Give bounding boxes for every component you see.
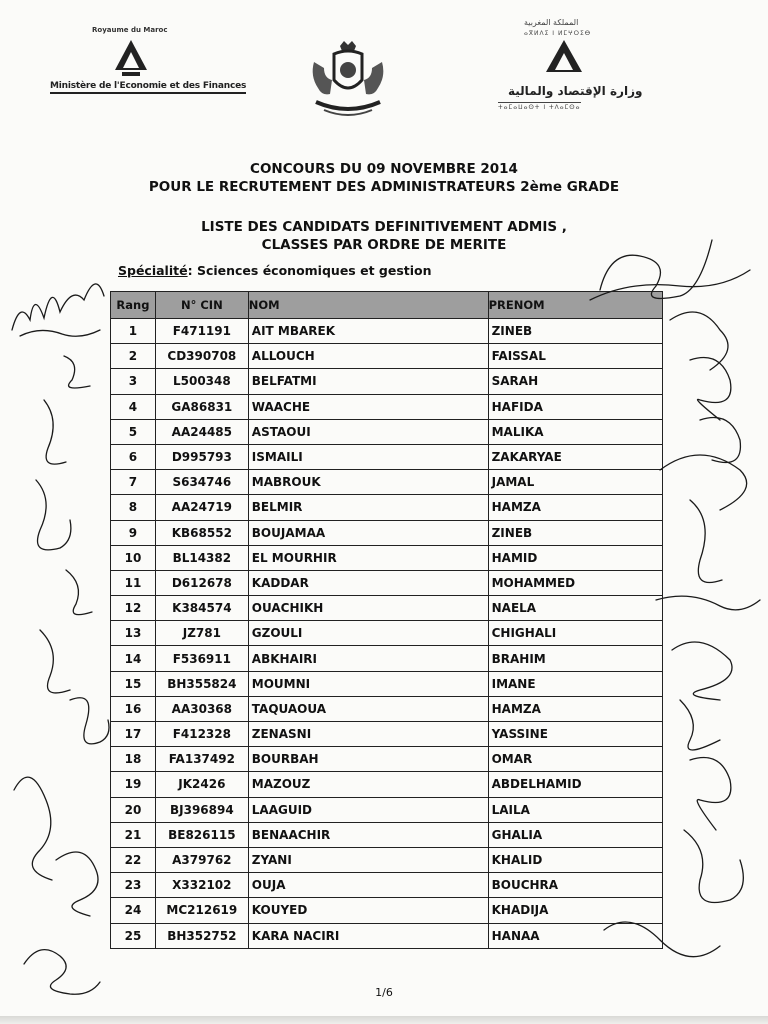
header-nom: NOM	[248, 292, 488, 319]
cell-rang: 3	[111, 369, 156, 394]
header-rang: Rang	[111, 292, 156, 319]
speciality-line	[118, 263, 432, 278]
table-row	[111, 570, 663, 595]
table-row	[111, 369, 663, 394]
cell-prenom: SARAH	[488, 369, 662, 394]
cell-nom: WAACHE	[248, 394, 488, 419]
cell-prenom: HAMZA	[488, 495, 662, 520]
table-row	[111, 344, 663, 369]
table-body	[111, 319, 663, 949]
cell-rang: 4	[111, 394, 156, 419]
cell-rang: 16	[111, 696, 156, 721]
cell-prenom: BOUCHRA	[488, 873, 662, 898]
tifinagh-ministry-name: ⵜⴰⵎⴰⵡⴰⵙⵜ ⵏ ⵜⴷⴰⵎⵙⴰ	[498, 104, 581, 111]
cell-rang: 13	[111, 621, 156, 646]
cell-rang: 8	[111, 495, 156, 520]
cell-cin: AA24485	[155, 419, 248, 444]
cell-cin: AA30368	[155, 696, 248, 721]
cell-prenom: OMAR	[488, 747, 662, 772]
ministry-triangle-icon	[114, 38, 148, 78]
cell-nom: ASTAOUI	[248, 419, 488, 444]
table-row	[111, 873, 663, 898]
signature-stroke	[672, 642, 732, 700]
cell-rang: 17	[111, 722, 156, 747]
cell-cin: X332102	[155, 873, 248, 898]
cell-cin: F536911	[155, 646, 248, 671]
cell-nom: BOUJAMAA	[248, 520, 488, 545]
cell-prenom: ZINEB	[488, 520, 662, 545]
cell-prenom: GHALIA	[488, 822, 662, 847]
cell-rang: 23	[111, 873, 156, 898]
signature-stroke	[660, 455, 747, 510]
signature-stroke	[690, 758, 731, 831]
signature-stroke	[66, 570, 92, 615]
signature-stroke	[44, 400, 66, 464]
speciality-value: : Sciences économiques et gestion	[187, 263, 432, 278]
table-row	[111, 545, 663, 570]
table-row	[111, 898, 663, 923]
cell-prenom: ABDELHAMID	[488, 772, 662, 797]
cell-cin: AA24719	[155, 495, 248, 520]
cell-rang: 22	[111, 847, 156, 872]
signature-stroke	[700, 418, 740, 463]
cell-nom: KARA NACIRI	[248, 923, 488, 948]
cell-prenom: KHALID	[488, 847, 662, 872]
signature-stroke	[56, 852, 98, 916]
cell-rang: 9	[111, 520, 156, 545]
table-row	[111, 722, 663, 747]
cell-prenom: YASSINE	[488, 722, 662, 747]
cell-nom: ABKHAIRI	[248, 646, 488, 671]
cell-nom: LAAGUID	[248, 797, 488, 822]
table-row	[111, 470, 663, 495]
cell-nom: MOUMNI	[248, 671, 488, 696]
cell-cin: D995793	[155, 444, 248, 469]
cell-rang: 11	[111, 570, 156, 595]
cell-cin: BH355824	[155, 671, 248, 696]
cell-prenom: ZAKARYAE	[488, 444, 662, 469]
cell-rang: 2	[111, 344, 156, 369]
table-row	[111, 319, 663, 344]
cell-prenom: HANAA	[488, 923, 662, 948]
cell-rang: 15	[111, 671, 156, 696]
tifinagh-kingdom-label: ⴰⴳⵍⴷⵉ ⵏ ⵍⵎⵖⵔⵉⴱ	[524, 30, 592, 37]
table-row	[111, 444, 663, 469]
signature-stroke	[690, 500, 722, 583]
cell-cin: S634746	[155, 470, 248, 495]
signature-stroke	[14, 777, 52, 880]
cell-nom: TAQUAOUA	[248, 696, 488, 721]
cell-nom: KADDAR	[248, 570, 488, 595]
cell-nom: BOURBAH	[248, 747, 488, 772]
cell-cin: F412328	[155, 722, 248, 747]
title-line-2: POUR LE RECRUTEMENT DES ADMINISTRATEURS 2ème GRADE	[148, 179, 620, 195]
table-row	[111, 772, 663, 797]
cell-nom: BELFATMI	[248, 369, 488, 394]
cell-cin: JK2426	[155, 772, 248, 797]
cell-cin: BE826115	[155, 822, 248, 847]
cell-rang: 20	[111, 797, 156, 822]
cell-prenom: CHIGHALI	[488, 621, 662, 646]
cell-rang: 6	[111, 444, 156, 469]
cell-rang: 7	[111, 470, 156, 495]
cell-nom: KOUYED	[248, 898, 488, 923]
signature-stroke	[690, 358, 731, 421]
cell-cin: BL14382	[155, 545, 248, 570]
table-row	[111, 596, 663, 621]
cell-prenom: MALIKA	[488, 419, 662, 444]
cell-cin: GA86831	[155, 394, 248, 419]
cell-prenom: JAMAL	[488, 470, 662, 495]
table-row	[111, 747, 663, 772]
table-row	[111, 495, 663, 520]
table-row	[111, 923, 663, 948]
page-number: 1/6	[375, 986, 393, 999]
cell-cin: K384574	[155, 596, 248, 621]
speciality-label: Spécialité	[118, 263, 188, 278]
cell-prenom: HAFIDA	[488, 394, 662, 419]
table-row	[111, 419, 663, 444]
signature-stroke	[20, 330, 100, 336]
ministry-logo-right	[494, 16, 643, 111]
table-header-row	[111, 292, 663, 319]
cell-cin: A379762	[155, 847, 248, 872]
cell-cin: F471191	[155, 319, 248, 344]
title-line-4: CLASSES PAR ORDRE DE MERITE	[261, 237, 507, 253]
cell-nom: EL MOURHIR	[248, 545, 488, 570]
cell-nom: MAZOUZ	[248, 772, 488, 797]
cell-rang: 1	[111, 319, 156, 344]
signature-stroke	[64, 356, 90, 388]
arabic-kingdom-label: المملكة المغربية	[524, 18, 579, 27]
cell-rang: 18	[111, 747, 156, 772]
cell-cin: FA137492	[155, 747, 248, 772]
cell-cin: BJ396894	[155, 797, 248, 822]
cell-prenom: HAMZA	[488, 696, 662, 721]
signature-stroke	[70, 698, 109, 744]
kingdom-label: Royaume du Maroc	[92, 26, 168, 34]
cell-rang: 19	[111, 772, 156, 797]
cell-prenom: NAELA	[488, 596, 662, 621]
candidates-table	[110, 291, 663, 949]
page-edge	[0, 1016, 768, 1024]
cell-nom: GZOULI	[248, 621, 488, 646]
cell-cin: D612678	[155, 570, 248, 595]
table-row	[111, 847, 663, 872]
header-prenom: PRENOM	[488, 292, 662, 319]
cell-prenom: BRAHIM	[488, 646, 662, 671]
cell-rang: 25	[111, 923, 156, 948]
table-row	[111, 797, 663, 822]
cell-rang: 24	[111, 898, 156, 923]
signature-stroke	[670, 312, 728, 370]
cell-rang: 14	[111, 646, 156, 671]
cell-rang: 12	[111, 596, 156, 621]
cell-rang: 21	[111, 822, 156, 847]
cell-prenom: MOHAMMED	[488, 570, 662, 595]
cell-cin: JZ781	[155, 621, 248, 646]
cell-cin: KB68552	[155, 520, 248, 545]
cell-prenom: FAISSAL	[488, 344, 662, 369]
cell-nom: BELMIR	[248, 495, 488, 520]
header-cin: N° CIN	[155, 292, 248, 319]
table-row	[111, 621, 663, 646]
table-row	[111, 696, 663, 721]
cell-cin: BH352752	[155, 923, 248, 948]
cell-nom: OUJA	[248, 873, 488, 898]
cell-nom: AIT MBAREK	[248, 319, 488, 344]
table-row	[111, 394, 663, 419]
ministry-triangle-icon	[544, 38, 584, 78]
signature-stroke	[12, 284, 104, 330]
cell-nom: ZENASNI	[248, 722, 488, 747]
coat-of-arms-icon	[306, 40, 390, 120]
cell-nom: ISMAILI	[248, 444, 488, 469]
signature-stroke	[680, 700, 720, 750]
table-row	[111, 822, 663, 847]
cell-prenom: IMANE	[488, 671, 662, 696]
cell-nom: MABROUK	[248, 470, 488, 495]
cell-cin: MC212619	[155, 898, 248, 923]
signature-stroke	[656, 596, 760, 610]
table-row	[111, 520, 663, 545]
cell-prenom: KHADIJA	[488, 898, 662, 923]
cell-rang: 10	[111, 545, 156, 570]
title-line-1: CONCOURS DU 09 NOVEMBRE 2014	[250, 161, 518, 177]
signature-stroke	[36, 480, 71, 550]
cell-cin: CD390708	[155, 344, 248, 369]
ministry-name: Ministère de l'Economie et des Finances	[50, 81, 246, 94]
cell-nom: OUACHIKH	[248, 596, 488, 621]
table-row	[111, 671, 663, 696]
cell-nom: BENAACHIR	[248, 822, 488, 847]
cell-nom: ALLOUCH	[248, 344, 488, 369]
signature-stroke	[40, 630, 70, 693]
cell-prenom: HAMID	[488, 545, 662, 570]
ministry-logo-left	[44, 26, 247, 106]
cell-prenom: LAILA	[488, 797, 662, 822]
signature-stroke	[684, 830, 743, 903]
table-row	[111, 646, 663, 671]
cell-nom: ZYANI	[248, 847, 488, 872]
cell-cin: L500348	[155, 369, 248, 394]
cell-prenom: ZINEB	[488, 319, 662, 344]
cell-rang: 5	[111, 419, 156, 444]
title-line-3: LISTE DES CANDIDATS DEFINITIVEMENT ADMIS ,	[201, 219, 567, 235]
arabic-ministry-name: وزارة الإقتصاد والمالية	[508, 84, 643, 98]
